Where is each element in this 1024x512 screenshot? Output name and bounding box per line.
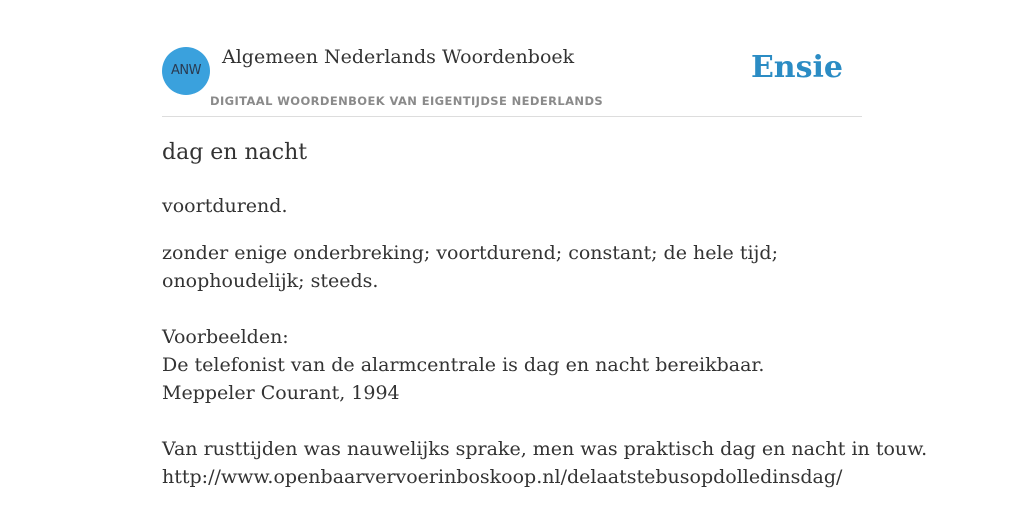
examples-section <box>162 323 928 491</box>
ensie-brand-link[interactable]: Ensie <box>750 50 843 85</box>
entry-term: dag en nacht <box>162 140 308 165</box>
example-source-link[interactable]: http://www.openbaarvervoerinboskoop.nl/delaatstebusopdolledinsdag/ <box>162 466 843 488</box>
example-sentence: De telefonist van de alarmcentrale is dag en nacht bereikbaar. <box>162 354 765 376</box>
examples-label: Voorbeelden: <box>162 326 289 348</box>
example-source: Meppeler Courant, 1994 <box>162 382 400 404</box>
site-title[interactable]: Algemeen Nederlands Woordenboek <box>222 46 575 68</box>
short-definition: voortdurend. <box>162 195 288 217</box>
anw-logo[interactable]: ANW <box>162 47 210 95</box>
example-sentence: Van rusttijden was nauwelijks sprake, men was praktisch dag en nacht in touw. <box>162 438 928 460</box>
long-definition: zonder enige onderbreking; voortdurend; constant; de hele tijd; onophoudelijk; steeds. <box>162 242 778 292</box>
example-separator <box>162 407 862 435</box>
site-header <box>162 0 862 117</box>
site-subtitle: DIGITAAL WOORDENBOEK VAN EIGENTIJDSE NEDERLANDS <box>210 94 604 108</box>
